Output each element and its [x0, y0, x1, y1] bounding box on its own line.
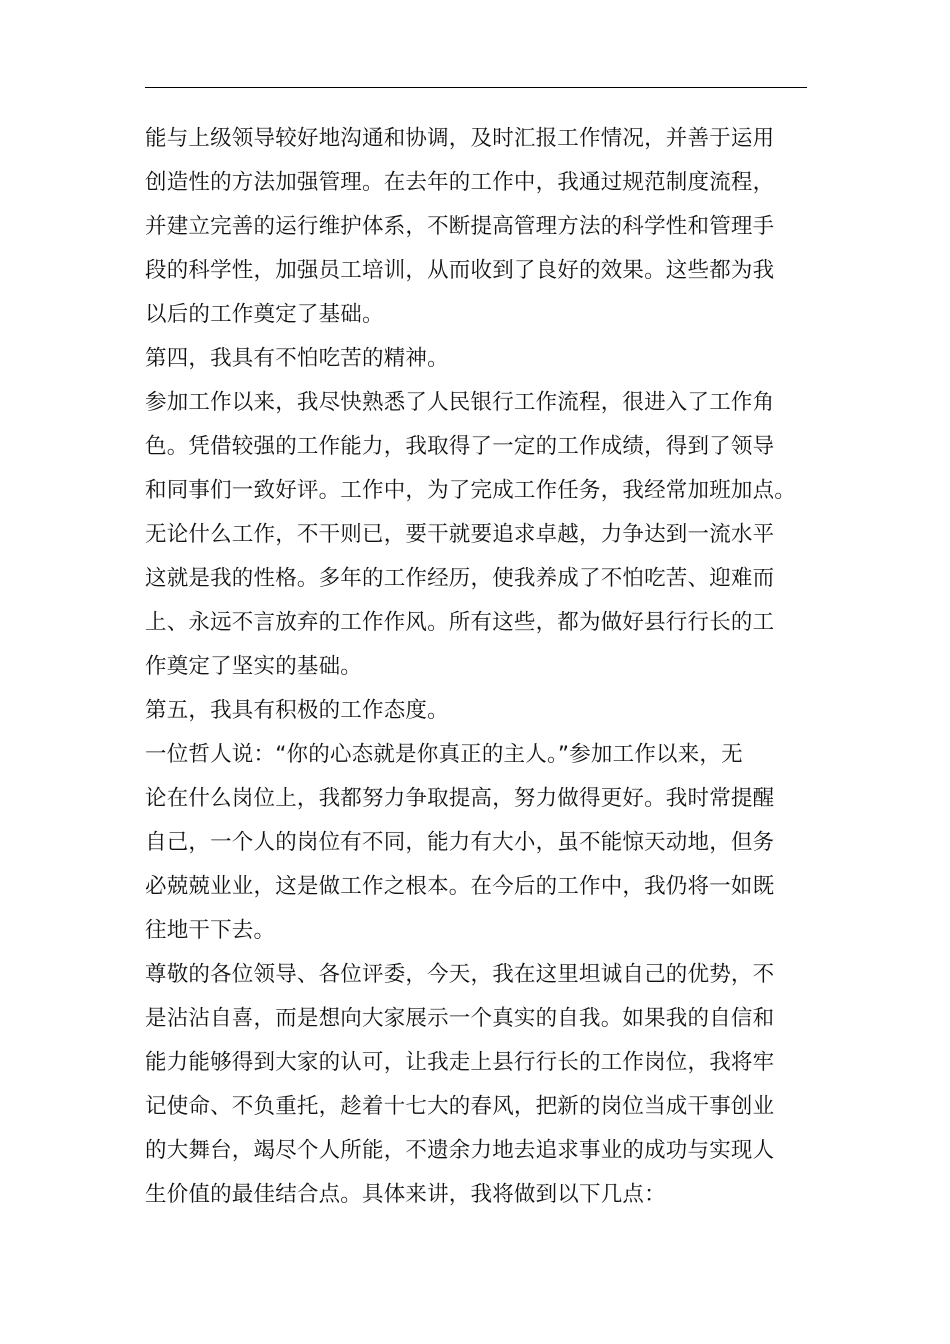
text-line: 并建立完善的运行维护体系，不断提高管理方法的科学性和管理手: [145, 214, 775, 239]
text-line: 能与上级领导较好地沟通和协调，及时汇报工作情况，并善于运用: [145, 126, 775, 151]
text-line: 是沾沾自喜，而是想向大家展示一个真实的自我。如果我的自信和: [145, 1006, 775, 1031]
text-line: 无论什么工作，不干则已，要干就要追求卓越，力争达到一流水平: [145, 522, 775, 547]
text-line: 自己，一个人的岗位有不同，能力有大小，虽不能惊天动地，但务: [145, 830, 775, 855]
text-line: 记使命、不负重托，趁着十七大的春风，把新的岗位当成干事创业: [145, 1094, 775, 1119]
text-line: 往地干下去。: [145, 918, 276, 943]
text-line: 段的科学性，加强员工培训，从而收到了良好的效果。这些都为我: [145, 258, 775, 283]
text-line: 创造性的方法加强管理。在去年的工作中，我通过规范制度流程，: [145, 170, 775, 195]
text-line: 参加工作以来，我尽快熟悉了人民银行工作流程，很进入了工作角: [145, 390, 775, 415]
body-text: [145, 117, 809, 1217]
text-line: 作奠定了坚实的基础。: [145, 654, 363, 679]
text-line: 论在什么岗位上，我都努力争取提高，努力做得更好。我时常提醒: [145, 786, 775, 811]
section-heading: 第四，我具有不怕吃苦的精神。: [145, 346, 449, 371]
text-line: 必兢兢业业，这是做工作之根本。在今后的工作中，我仍将一如既: [145, 874, 775, 899]
section-heading: 第五，我具有积极的工作态度。: [145, 698, 449, 723]
text-line: 和同事们一致好评。工作中，为了完成工作任务，我经常加班加点。: [145, 478, 797, 503]
text-line: 一位哲人说：“你的心态就是你真正的主人。”参加工作以来，无: [145, 742, 743, 767]
text-line: 色。凭借较强的工作能力，我取得了一定的工作成绩，得到了领导: [145, 434, 775, 459]
text-line: 生价值的最佳结合点。具体来讲，我将做到以下几点：: [145, 1182, 666, 1207]
header-rule: [145, 87, 807, 88]
text-line: 能力能够得到大家的认可，让我走上县行行长的工作岗位，我将牢: [145, 1050, 775, 1075]
text-line: 的大舞台，竭尽个人所能，不遗余力地去追求事业的成功与实现人: [145, 1138, 775, 1163]
text-line: 这就是我的性格。多年的工作经历，使我养成了不怕吃苦、迎难而: [145, 566, 775, 591]
text-line: 尊敬的各位领导、各位评委，今天，我在这里坦诚自己的优势，不: [145, 962, 775, 987]
text-line: 以后的工作奠定了基础。: [145, 302, 384, 327]
text-line: 上、永远不言放弃的工作作风。所有这些，都为做好县行行长的工: [145, 610, 775, 635]
